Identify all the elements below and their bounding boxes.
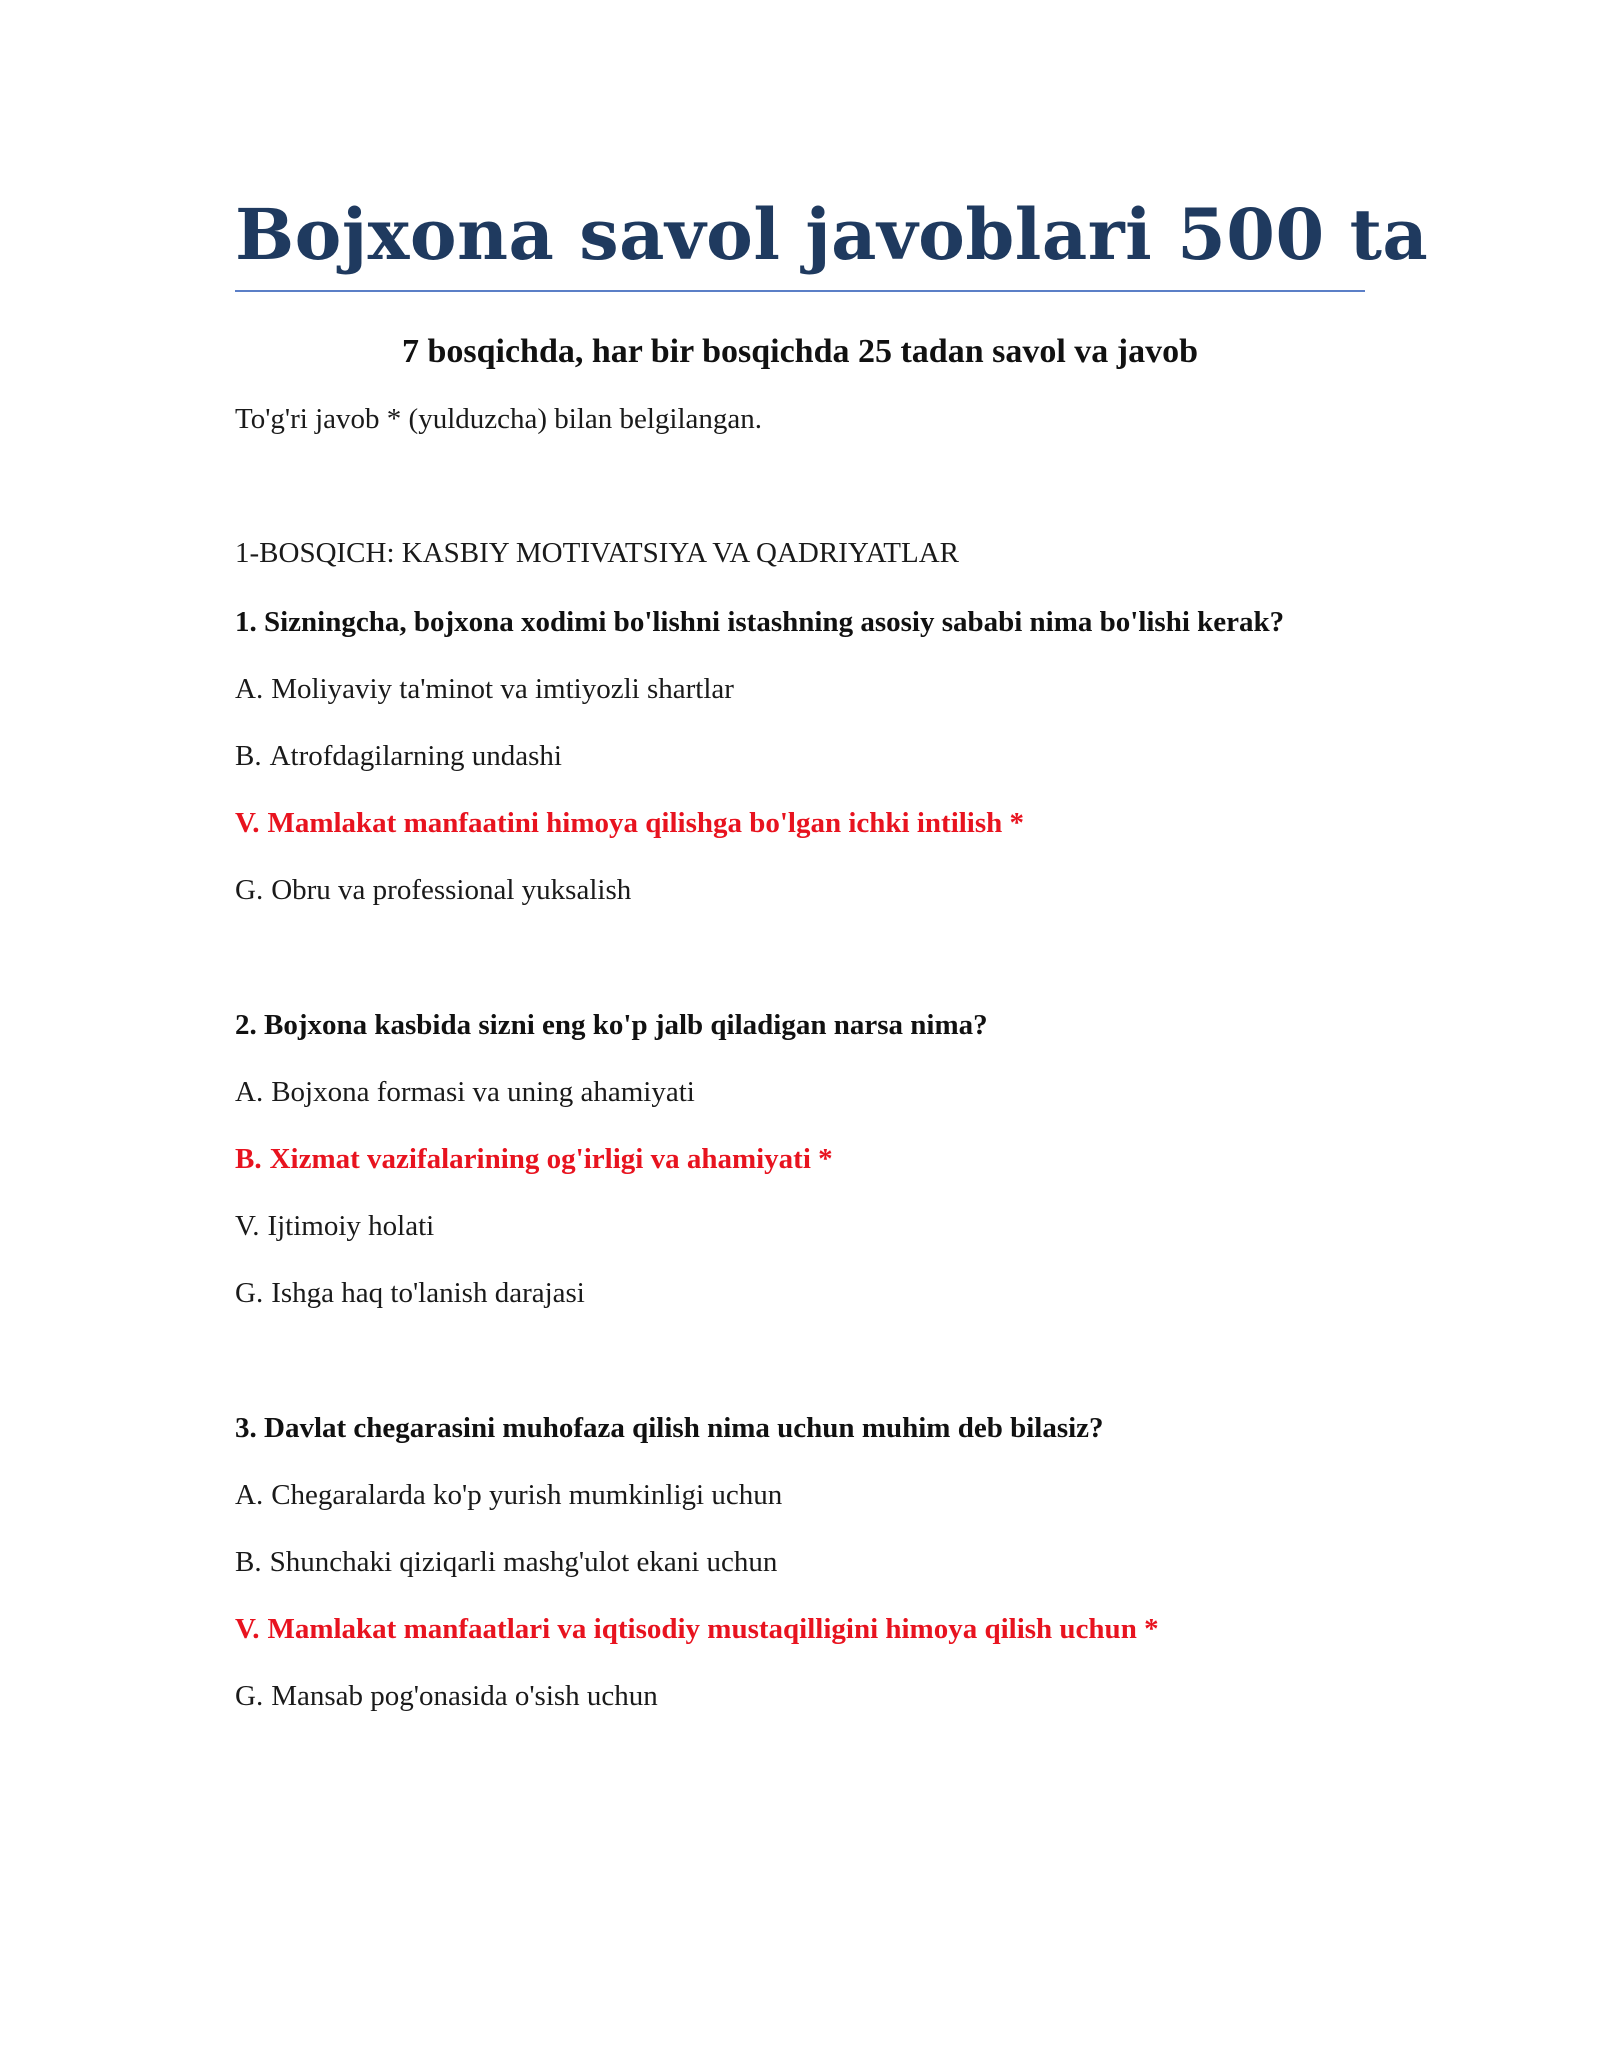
option-label: A. — [235, 673, 264, 705]
correct-answer-option-v — [235, 1608, 1365, 1650]
answer-option-b — [235, 735, 1365, 777]
option-text: Xizmat vazifalarining og'irligi va ahamiyati * — [269, 1143, 833, 1175]
question-3 — [235, 1407, 1365, 1717]
correct-answer-option-b — [235, 1138, 1365, 1180]
option-text: Obru va professional yuksalish — [271, 874, 632, 906]
option-text: Mamlakat manfaatlari va iqtisodiy mustaqilligini himoya qilish uchun * — [267, 1613, 1159, 1645]
answer-option-g — [235, 1272, 1365, 1314]
answer-option-a — [235, 668, 1365, 710]
option-text: Chegaralarda ko'p yurish mumkinligi uchun — [271, 1479, 783, 1511]
answer-option-b — [235, 1541, 1365, 1583]
option-label: V. — [235, 1613, 260, 1645]
document-page — [235, 0, 1429, 1717]
option-text: Mamlakat manfaatini himoya qilishga bo'lgan ichki intilish * — [267, 807, 1025, 839]
option-label: A. — [235, 1479, 264, 1511]
answer-option-v — [235, 1205, 1365, 1247]
option-label: G. — [235, 874, 264, 906]
option-label: G. — [235, 1680, 264, 1712]
answer-key-note: To'g'ri javob * (yulduzcha) bilan belgilangan. — [235, 403, 763, 435]
option-label: A. — [235, 1076, 264, 1108]
document-subtitle: 7 bosqichda, har bir bosqichda 25 tadan savol va javob — [401, 333, 1199, 370]
stage-heading: 1-BOSQICH: KASBIY MOTIVATSIYA VA QADRIYATLAR — [235, 537, 960, 569]
option-text: Moliyaviy ta'minot va imtiyozli shartlar — [271, 673, 734, 705]
option-text: Mansab pog'onasida o'sish uchun — [271, 1680, 658, 1712]
option-label: B. — [235, 1546, 262, 1578]
question-text: 3. Davlat chegarasini muhofaza qilish nima uchun muhim deb bilasiz? — [235, 1412, 1104, 1444]
option-label: V. — [235, 1210, 260, 1242]
option-label: G. — [235, 1277, 264, 1309]
question-2 — [235, 1004, 1365, 1314]
answer-option-g — [235, 1675, 1365, 1717]
question-text: 1. Sizningcha, bojxona xodimi bo'lishni istashning asosiy sababi nima bo'lishi kerak? — [235, 606, 1285, 638]
option-text: Atrofdagilarning undashi — [269, 740, 562, 772]
option-text: Shunchaki qiziqarli mashg'ulot ekani uchun — [269, 1546, 778, 1578]
question-text: 2. Bojxona kasbida sizni eng ko'p jalb qiladigan narsa nima? — [235, 1009, 988, 1041]
answer-option-a — [235, 1071, 1365, 1113]
option-text: Ijtimoiy holati — [267, 1210, 435, 1242]
option-label: V. — [235, 807, 260, 839]
document-title: Bojxona savol javoblari 500 ta — [235, 193, 1429, 276]
question-1 — [235, 601, 1365, 911]
option-text: Ishga haq to'lanish darajasi — [271, 1277, 585, 1309]
option-text: Bojxona formasi va uning ahamiyati — [271, 1076, 695, 1108]
option-label: B. — [235, 1143, 262, 1175]
title-divider — [235, 290, 1365, 292]
answer-option-a — [235, 1474, 1365, 1516]
answer-option-g — [235, 869, 1365, 911]
option-label: B. — [235, 740, 262, 772]
correct-answer-option-v — [235, 802, 1365, 844]
